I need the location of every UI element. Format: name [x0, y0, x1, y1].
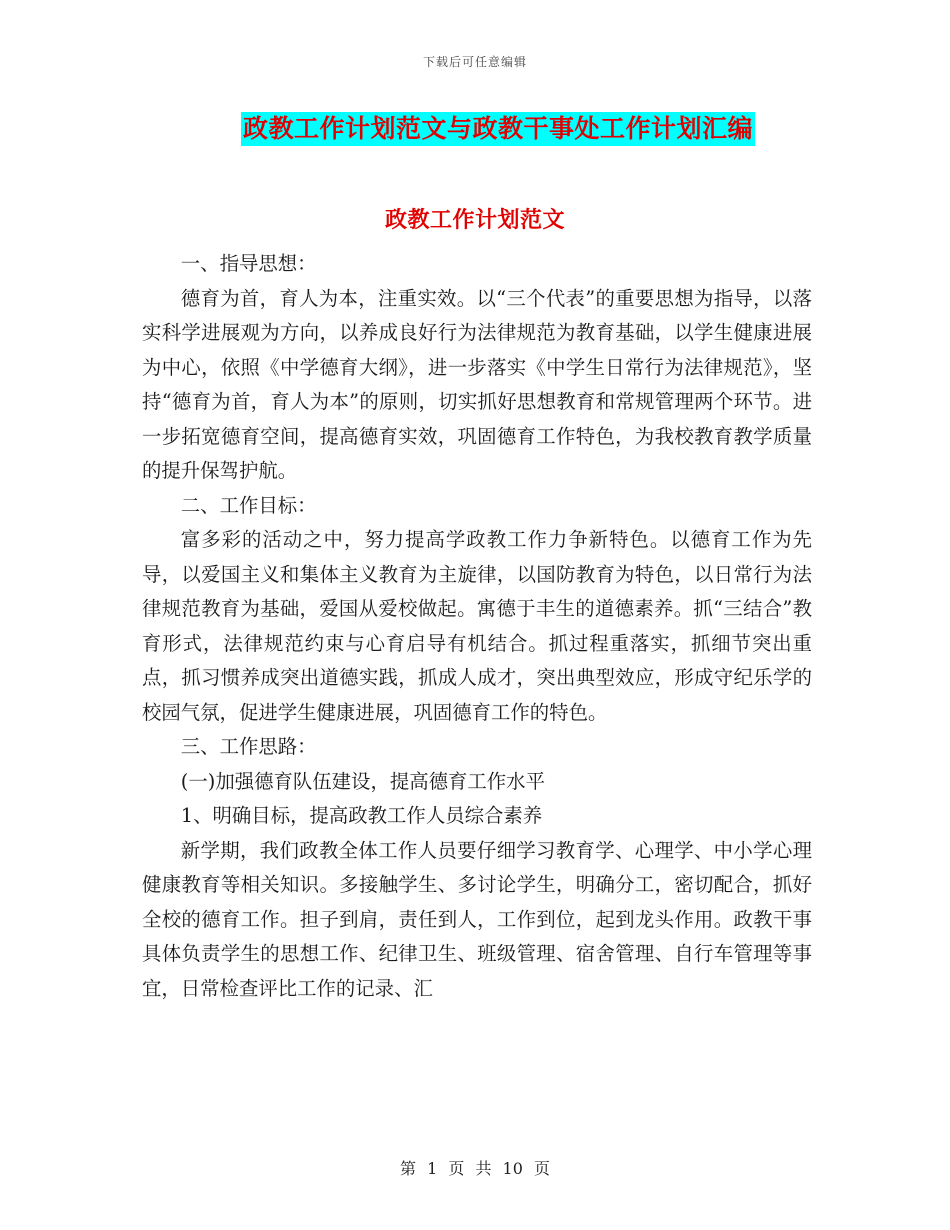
paragraph-heading-work-approach: 三、工作思路： — [180, 735, 317, 758]
main-title: 政教工作计划范文与政教干事处工作计划汇编 — [241, 112, 755, 146]
paragraph-new-semester: 新学期，我们政教全体工作人员要仔细学习教育学、心理学、中小学心理健康教育等相关知识。多接触学生、多讨论学生，明确分工，密切配合，抓好全校的德育工作。担子到肩，责任到人，工作到位，起到龙头作用。政教干事具体负责学生的思想工作、纪律卫生、班级管理、宿舍管理、自行车管理等事宜，日常检查评比工作的记录、汇 — [142, 838, 812, 1000]
header-note: 下载后可任意编辑 — [422, 55, 527, 69]
body-text — [142, 247, 812, 1006]
paragraph-subheading-team-building: (一)加强德育队伍建设，提高德育工作水平 — [180, 769, 545, 793]
paragraph-work-goals: 富多彩的活动之中，努力提高学政教工作力争新特色。以德育工作为先导，以爱国主义和集体主义教育为主旋律，以国防教育为特色，以日常行为法律规范教育为基础，爱国从爱校做起。寓德于丰生的道德素养。抓“三结合”教育形式，法律规范约束与心育启导有机结合。抓过程重落实，抓细节突出重点，抓习惯养成突出道德实践，抓成人成才，突出典型效应，形成守纪乐学的校园气氛，促进学生健康进展，巩固德育工作的特色。 — [142, 528, 812, 724]
paragraph-heading-guiding-thought: 一、指导思想： — [180, 252, 317, 275]
section-title: 政教工作计划范文 — [384, 207, 565, 233]
paragraph-heading-work-goals: 二、工作目标： — [180, 493, 317, 517]
page-footer: 第 1 页 共 10 页 — [400, 1159, 550, 1178]
main-title-wrapper — [0, 112, 950, 146]
paragraph-guiding-thought: 德育为首，育人为本，注重实效。以“三个代表”的重要思想为指导，以落实科学进展观为方向，以养成良好行为法律规范为教育基础，以学生健康进展为中心，依照《中学德育大纲》，进一步落实《中学生日常行为法律规范》，坚持“德育为首，育人为本”的原则，切实抓好思想教育和常规管理两个环节。进一步拓宽德育空间，提高德育实效，巩固德育工作特色，为我校教育教学质量的提升保驾护航。 — [142, 286, 812, 482]
paragraph-subheading-clear-goals: 1、明确目标，提高政教工作人员综合素养 — [180, 804, 543, 827]
